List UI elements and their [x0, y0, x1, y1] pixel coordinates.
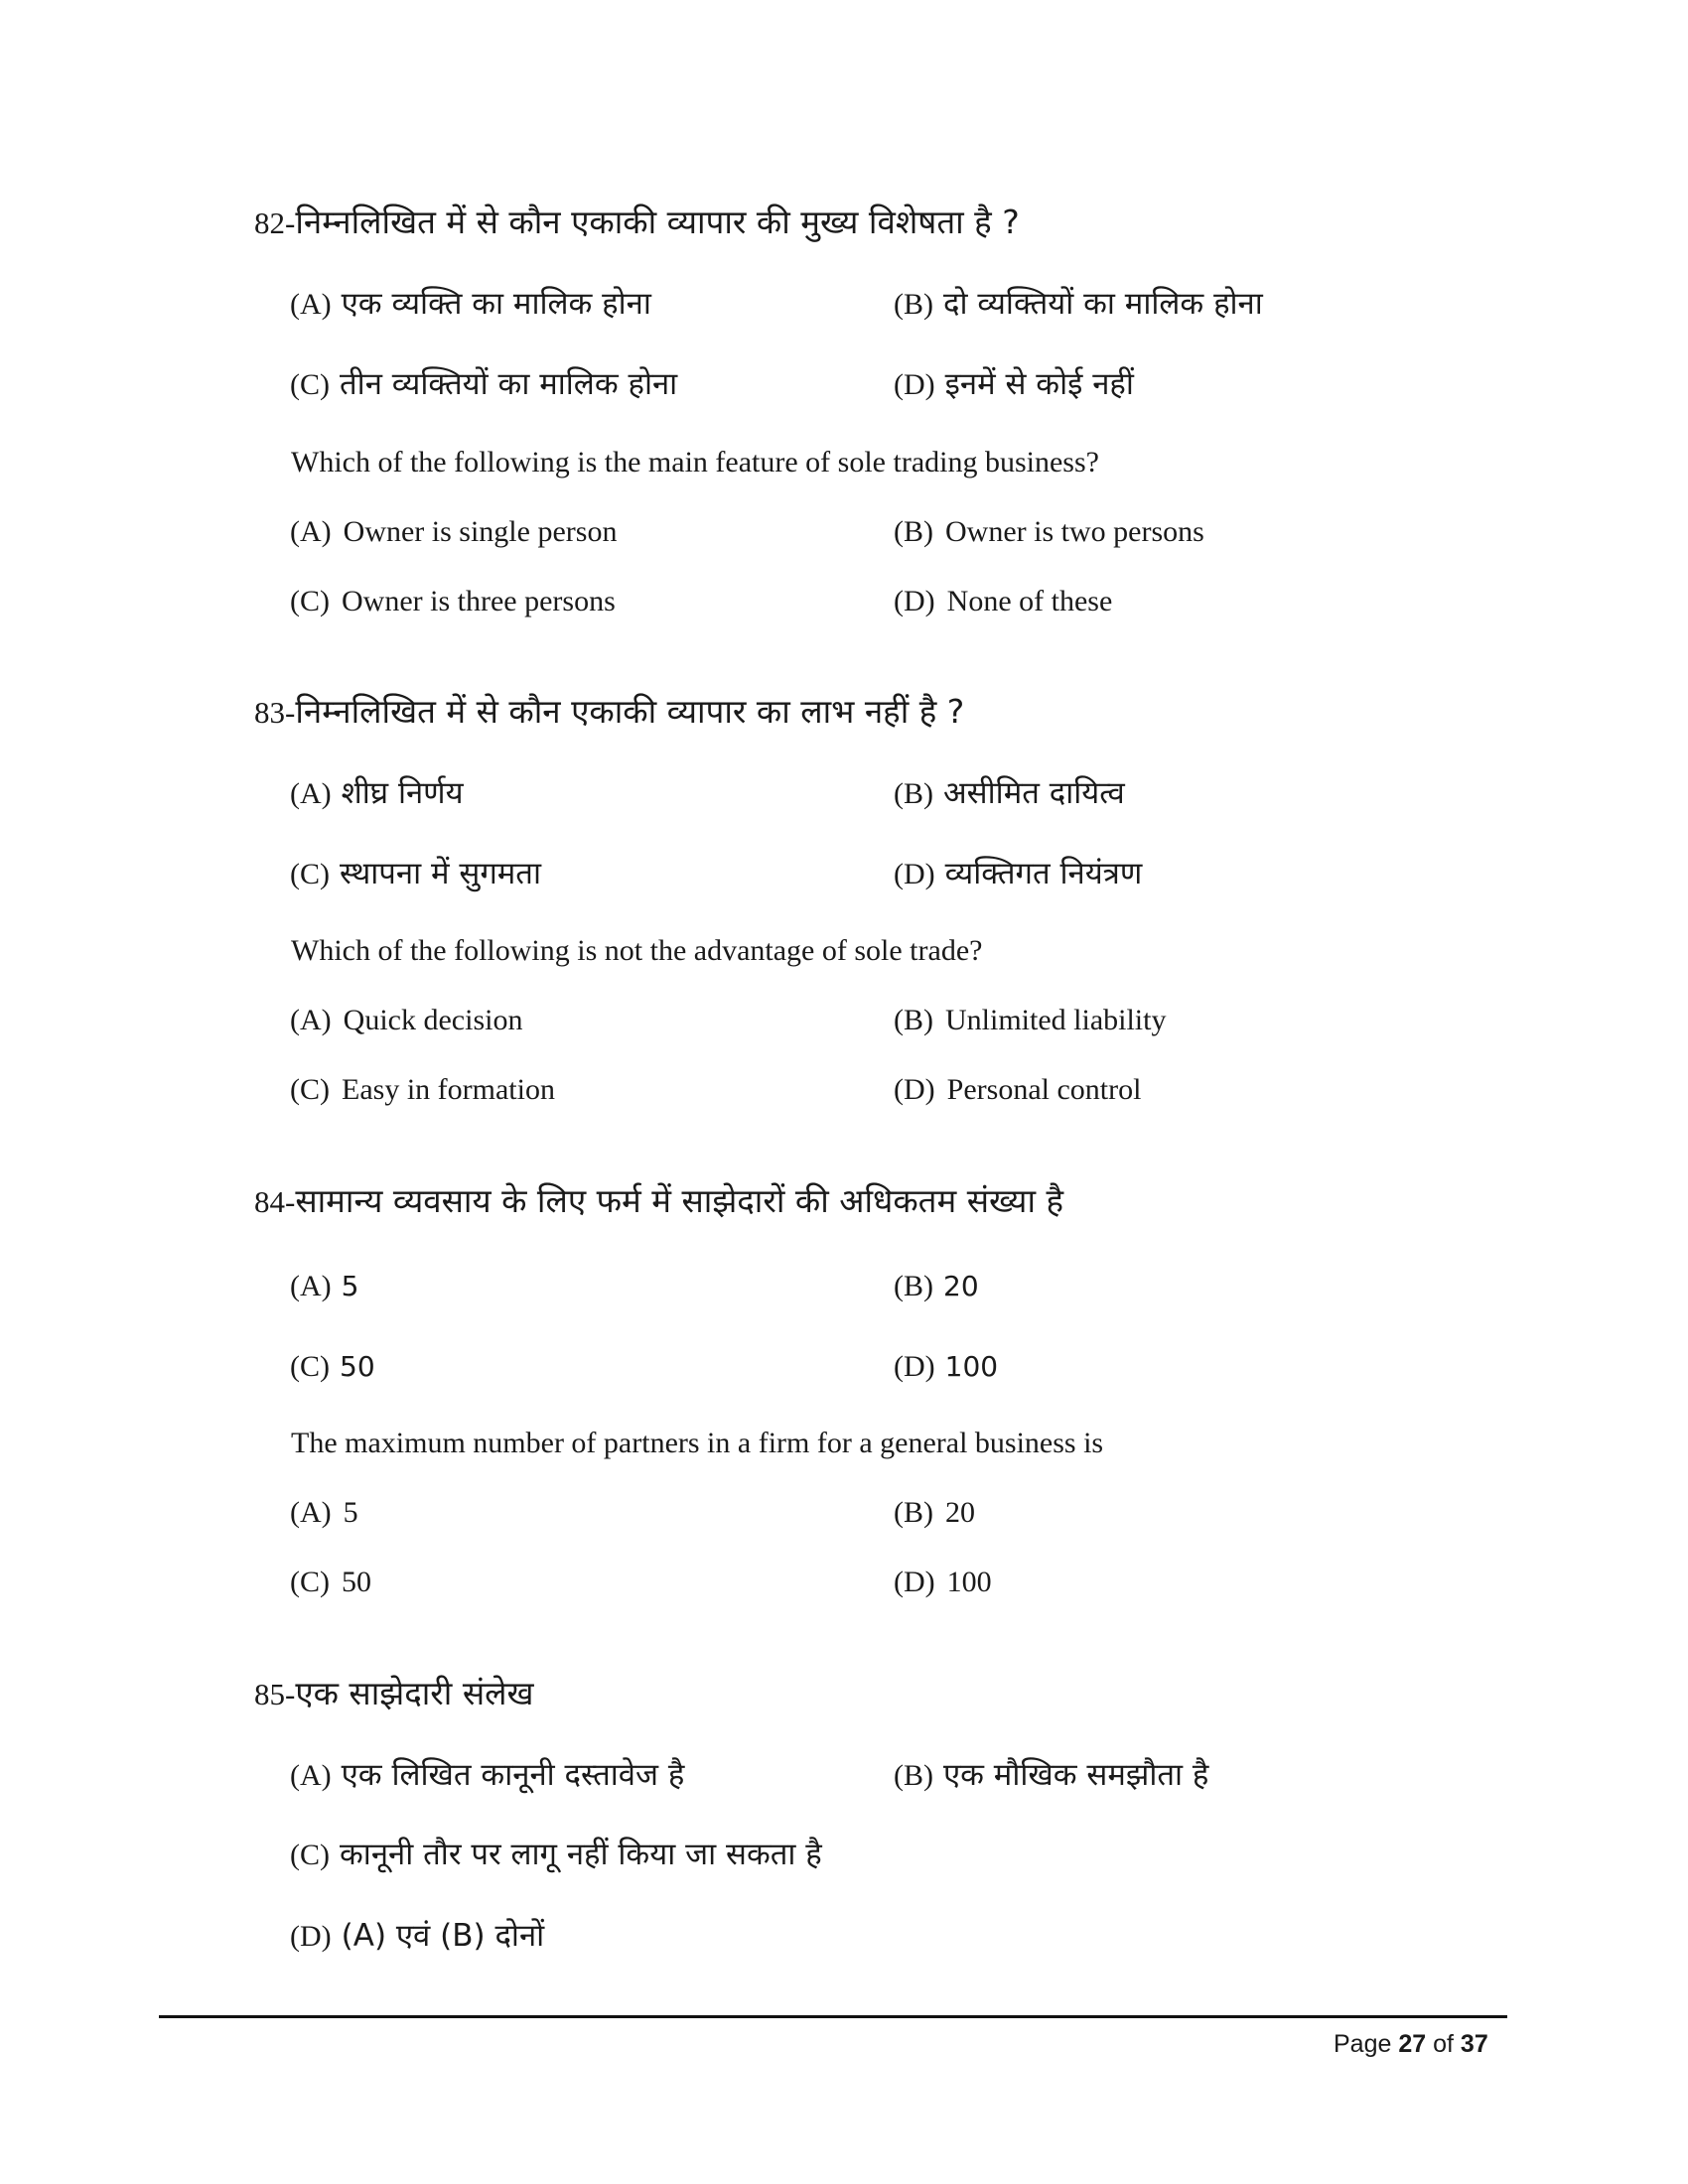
- option-label: (C): [290, 1350, 330, 1383]
- question-text: एक साझेदारी संलेख: [295, 1674, 534, 1712]
- option-a: [290, 512, 617, 552]
- option-text: कानूनी तौर पर लागू नहीं किया जा सकता है: [340, 1837, 822, 1872]
- option-b: [894, 1493, 975, 1533]
- question-number: 84-: [254, 1184, 296, 1219]
- option-label: (B): [894, 515, 933, 548]
- option-text: इनमें से कोई नहीं: [944, 366, 1134, 402]
- option-d: [894, 1070, 1141, 1110]
- option-text: (A) एवं (B) दोनों: [341, 1918, 545, 1954]
- option-text: 50: [342, 1566, 371, 1598]
- question-84-english: The maximum number of partners in a firm for a general business is: [291, 1427, 1104, 1459]
- option-label: (A): [290, 777, 332, 810]
- option-text: 100: [944, 1350, 999, 1383]
- option-c: [290, 1070, 555, 1110]
- option-c: [290, 854, 541, 894]
- footer-divider: [159, 2015, 1507, 2018]
- option-label: (B): [894, 1496, 933, 1529]
- option-a: [290, 1001, 522, 1040]
- question-number: 83-: [254, 695, 296, 730]
- question-83-hindi: [254, 692, 964, 733]
- option-label: (C): [290, 1839, 330, 1871]
- option-text: 50: [340, 1350, 375, 1383]
- option-label: (D): [894, 1350, 935, 1383]
- option-text: None of these: [946, 585, 1113, 617]
- option-text: 20: [943, 1270, 979, 1302]
- option-label: (C): [290, 858, 330, 890]
- option-text: 100: [946, 1566, 992, 1598]
- option-label: (B): [894, 1759, 933, 1792]
- option-text: शीघ्र निर्णय: [341, 775, 464, 811]
- option-c: [290, 364, 677, 405]
- option-text: 5: [341, 1270, 359, 1302]
- option-d: [894, 1563, 992, 1602]
- option-label: (D): [894, 585, 935, 617]
- option-label: (C): [290, 1566, 330, 1598]
- option-text: एक मौखिक समझौता है: [943, 1757, 1209, 1793]
- question-text: सामान्य व्यवसाय के लिए फर्म में साझेदारों की अधिकतम संख्या है: [295, 1181, 1064, 1220]
- option-c: [290, 1346, 375, 1387]
- option-b: [894, 284, 1263, 325]
- question-text: निम्नलिखित में से कौन एकाकी व्यापार का लाभ नहीं है ?: [295, 692, 965, 731]
- option-b: [894, 1755, 1208, 1796]
- current-page: 27: [1398, 2030, 1427, 2058]
- option-b: [894, 1001, 1166, 1040]
- option-b: [894, 512, 1204, 552]
- option-b: [894, 1266, 979, 1306]
- option-label: (D): [894, 368, 935, 401]
- option-text: Owner is three persons: [342, 585, 616, 617]
- option-text: असीमित दायित्व: [943, 775, 1125, 811]
- option-label: (A): [290, 288, 332, 321]
- option-label: (C): [290, 368, 330, 401]
- option-label: (A): [290, 515, 332, 548]
- total-pages: 37: [1460, 2030, 1488, 2058]
- option-label: (A): [290, 1270, 332, 1302]
- option-c: [290, 582, 616, 621]
- option-d: [894, 582, 1112, 621]
- option-text: एक लिखित कानूनी दस्तावेज है: [341, 1757, 685, 1793]
- option-d: [894, 854, 1142, 894]
- question-85-hindi: [254, 1674, 534, 1714]
- option-label: (B): [894, 1004, 933, 1036]
- option-text: स्थापना में सुगमता: [340, 856, 542, 891]
- question-82-english: Which of the following is the main feature of sole trading business?: [291, 446, 1099, 478]
- question-number: 82-: [254, 205, 296, 240]
- option-text: व्यक्तिगत नियंत्रण: [944, 856, 1143, 891]
- option-label: (B): [894, 777, 933, 810]
- option-text: Personal control: [946, 1073, 1142, 1106]
- option-label: (C): [290, 1073, 330, 1106]
- option-a: [290, 773, 464, 814]
- option-label: (D): [894, 1566, 935, 1598]
- option-a: [290, 1493, 358, 1533]
- option-text: Quick decision: [343, 1004, 523, 1036]
- option-label: (B): [894, 1270, 933, 1302]
- option-text: दो व्यक्तियों का मालिक होना: [943, 286, 1263, 322]
- option-a: [290, 1755, 684, 1796]
- option-a: [290, 1266, 358, 1306]
- page-prefix: Page: [1334, 2030, 1392, 2058]
- option-c: [290, 1835, 822, 1875]
- option-label: (D): [894, 1073, 935, 1106]
- option-label: (A): [290, 1759, 332, 1792]
- option-text: एक व्यक्ति का मालिक होना: [341, 286, 651, 322]
- option-text: 20: [945, 1496, 975, 1529]
- option-label: (A): [290, 1004, 332, 1036]
- option-text: Owner is single person: [343, 515, 618, 548]
- option-label: (D): [894, 858, 935, 890]
- question-number: 85-: [254, 1677, 296, 1711]
- option-text: Unlimited liability: [945, 1004, 1167, 1036]
- option-a: [290, 284, 651, 325]
- question-text: निम्नलिखित में से कौन एकाकी व्यापार की मुख्य विशेषता है ?: [295, 203, 1020, 241]
- option-d: [894, 1346, 998, 1387]
- option-text: Easy in formation: [342, 1073, 555, 1106]
- question-84-hindi: [254, 1181, 1063, 1222]
- option-label: (C): [290, 585, 330, 617]
- page-of: of: [1433, 2030, 1454, 2058]
- option-d: [290, 1916, 544, 1957]
- option-text: Owner is two persons: [945, 515, 1204, 548]
- option-d: [894, 364, 1134, 405]
- option-text: 5: [343, 1496, 358, 1529]
- option-label: (D): [290, 1920, 332, 1953]
- option-label: (B): [894, 288, 933, 321]
- question-82-hindi: [254, 203, 1020, 243]
- question-83-english: Which of the following is not the advantage of sole trade?: [291, 934, 983, 967]
- option-text: तीन व्यक्तियों का मालिक होना: [340, 366, 678, 402]
- option-label: (A): [290, 1496, 332, 1529]
- option-c: [290, 1563, 371, 1602]
- option-b: [894, 773, 1125, 814]
- page-number: [1334, 2027, 1488, 2061]
